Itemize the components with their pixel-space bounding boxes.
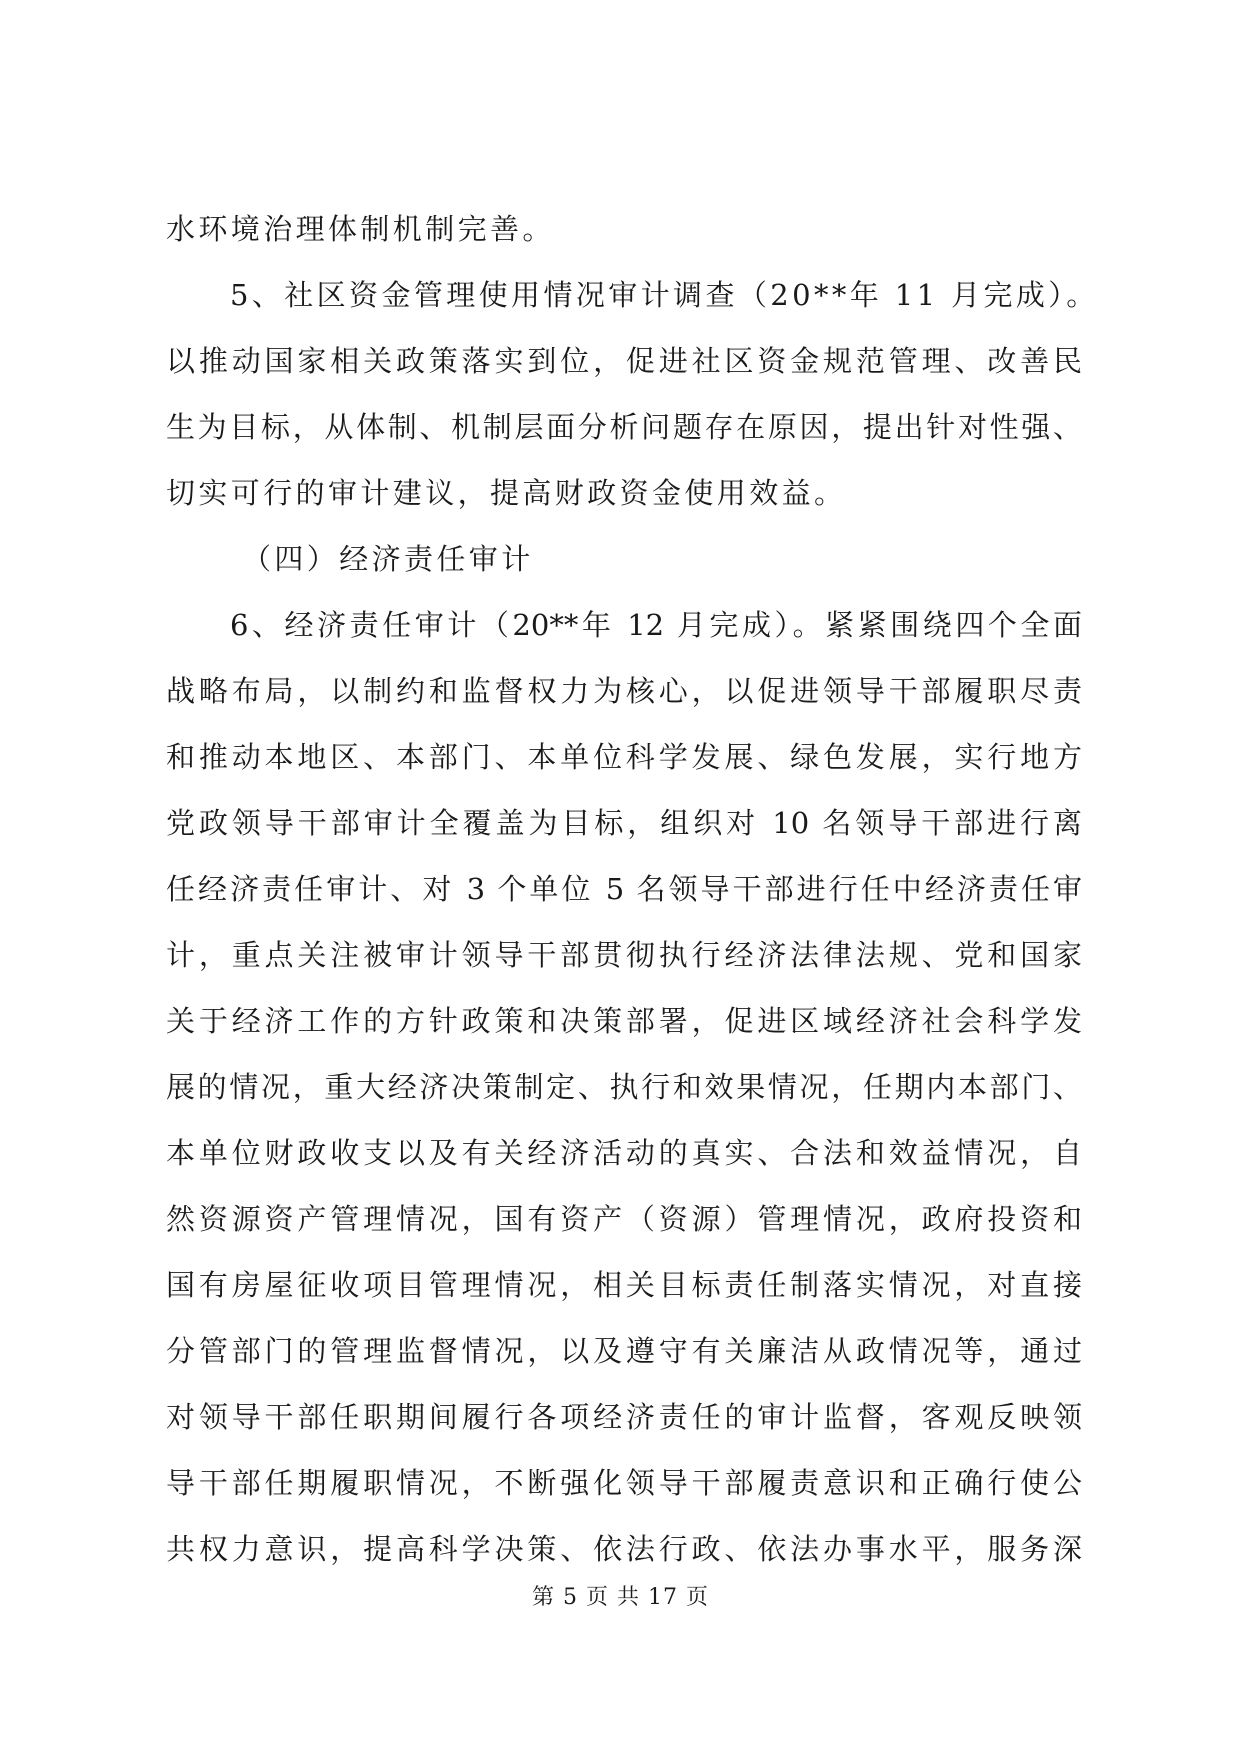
text-line: 分管部门的管理监督情况，以及遵守有关廉洁从政情况等，通过 [166, 1334, 1082, 1368]
text-line: 以推动国家相关政策落实到位，促进社区资金规范管理、改善民 [166, 344, 1082, 378]
page-footer: 第 5 页 共 17 页 [532, 1585, 709, 1610]
section-heading: （四）经济责任审计 [242, 542, 534, 576]
text-line: 展的情况，重大经济决策制定、执行和效果情况，任期内本部门、 [166, 1070, 1082, 1104]
text-line: 共权力意识，提高科学决策、依法行政、依法办事水平，服务深 [166, 1532, 1082, 1566]
document-body [166, 196, 1099, 1582]
text-line: 6、经济责任审计（20**年 12 月完成）。紧紧围绕四个全面 [230, 608, 1082, 642]
text-line: 5、社区资金管理使用情况审计调查（20**年 11 月完成）。 [230, 278, 1099, 312]
text-line: 任经济责任审计、对 3 个单位 5 名领导干部进行任中经济责任审 [166, 872, 1082, 906]
text-line: 生为目标，从体制、机制层面分析问题存在原因，提出针对性强、 [166, 410, 1082, 444]
text-line: 本单位财政收支以及有关经济活动的真实、合法和效益情况，自 [166, 1136, 1082, 1170]
text-line: 战略布局，以制约和监督权力为核心，以促进领导干部履职尽责 [166, 674, 1082, 708]
text-line: 国有房屋征收项目管理情况，相关目标责任制落实情况，对直接 [166, 1268, 1082, 1302]
text-line: 切实可行的审计建议，提高财政资金使用效益。 [166, 476, 847, 510]
text-line: 水环境治理体制机制完善。 [166, 212, 555, 246]
text-line: 对领导干部任职期间履行各项经济责任的审计监督，客观反映领 [166, 1400, 1082, 1434]
text-line: 和推动本地区、本部门、本单位科学发展、绿色发展，实行地方 [166, 740, 1082, 774]
text-line: 党政领导干部审计全覆盖为目标，组织对 10 名领导干部进行离 [166, 806, 1082, 840]
text-line: 导干部任期履职情况，不断强化领导干部履责意识和正确行使公 [166, 1466, 1082, 1500]
text-line: 然资源资产管理情况，国有资产（资源）管理情况，政府投资和 [166, 1202, 1082, 1236]
text-line: 关于经济工作的方针政策和决策部署，促进区域经济社会科学发 [166, 1004, 1082, 1038]
text-line: 计，重点关注被审计领导干部贯彻执行经济法律法规、党和国家 [166, 938, 1082, 972]
